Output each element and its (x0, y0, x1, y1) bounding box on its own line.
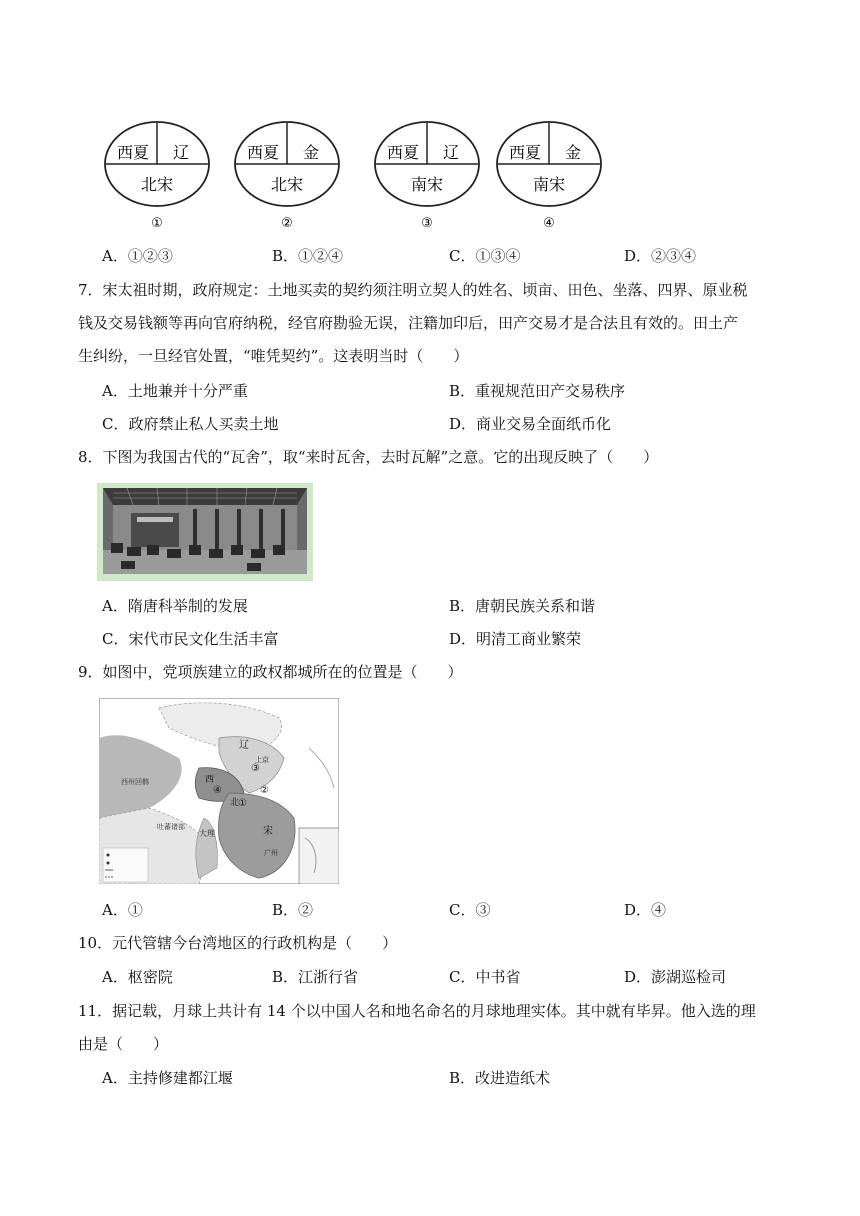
q6-d3-num: ③ (421, 216, 433, 231)
q6-d2-bottom: 北宋 (270, 175, 304, 194)
q7-option-b[interactable]: B．重视规范田产交易秩序 (449, 382, 626, 400)
q6-d4-right: 金 (564, 143, 582, 162)
q6-d1-num: ① (151, 216, 163, 231)
q11-option-b[interactable]: B．改进造纸术 (449, 1069, 551, 1087)
q9-map-label-tubo: 吐蕃诸部 (157, 823, 185, 831)
q6-d4-num: ④ (543, 216, 555, 231)
q9-map-label-liao: 辽 (239, 740, 249, 751)
q9-map-label-xizhou: 西州回鹘 (121, 778, 149, 786)
q10-question: 10．元代管辖今台湾地区的行政机构是（ ） (78, 934, 398, 952)
q6-d4-left: 西夏 (508, 143, 542, 162)
q6-diagram-3 (375, 122, 479, 231)
q9-option-c[interactable]: C．③ (449, 901, 491, 919)
q9-map-label-bei: 北 (230, 798, 240, 808)
q6-option-c[interactable]: C．①③④ (449, 247, 521, 265)
q6-d2-right: 金 (302, 143, 320, 162)
q9-map-label-xi: 西 (205, 775, 215, 785)
q8-option-b[interactable]: B．唐朝民族关系和谐 (449, 597, 596, 615)
q7-option-c[interactable]: C．政府禁止私人买卖土地 (102, 415, 279, 433)
q6-diagram-4 (497, 122, 601, 231)
q7-line-2: 钱及交易钱额等再向官府纳税，经官府勘验无误，注籍加印后，田产交易才是合法且有效的。田土产 (78, 314, 739, 332)
q8-question: 8．下图为我国古代的“瓦舍”，取“来时瓦舍，去时瓦解”之意。它的出现反映了（ ） (78, 448, 659, 466)
q6-d1-left: 西夏 (116, 143, 150, 162)
q9-map-marker-2: ② (260, 785, 269, 796)
q8-option-a[interactable]: A．隋唐科举制的发展 (102, 597, 248, 615)
q10-option-c[interactable]: C．中书省 (449, 968, 521, 986)
q7-line-3: 生纠纷，一旦经官处置，“唯凭契约”。这表明当时（ ） (78, 347, 469, 365)
q9-option-d[interactable]: D．④ (624, 901, 667, 919)
q11-option-a[interactable]: A．主持修建都江堰 (102, 1069, 233, 1087)
q6-option-a[interactable]: A．①②③ (102, 247, 173, 265)
q8-option-c[interactable]: C．宋代市民文化生活丰富 (102, 630, 279, 648)
q7-option-d[interactable]: D．商业交易全面纸币化 (449, 415, 612, 433)
q6-diagram-2 (235, 122, 339, 231)
q7-line-1: 7．宋太祖时期，政府规定：土地买卖的契约须注明立契人的姓名、顷亩、田色、坐落、四界、原业税 (78, 281, 748, 299)
q6-d3-bottom: 南宋 (410, 175, 444, 194)
q6-diagram-1 (105, 122, 209, 231)
q9-map-marker-1: ① (238, 798, 247, 809)
q9-map (99, 698, 339, 884)
q9-map-label-song: 宋 (263, 826, 273, 837)
q9-map-label-guangzhou: 广州 (264, 849, 278, 857)
q8-option-d[interactable]: D．明清工商业繁荣 (449, 630, 582, 648)
q10-option-d[interactable]: D．澎湖巡检司 (624, 968, 727, 986)
q6-d1-bottom: 北宋 (140, 175, 174, 194)
q7-option-a[interactable]: A．土地兼并十分严重 (102, 382, 248, 400)
q9-option-b[interactable]: B．② (272, 901, 314, 919)
q9-map-label-shangjing: 上京 (255, 756, 269, 764)
q9-map-marker-4: ④ (213, 785, 222, 796)
q6-diagrams (95, 118, 615, 233)
q8-washe-image (97, 483, 313, 581)
q10-option-b[interactable]: B．江浙行省 (272, 968, 359, 986)
q11-line-1: 11．据记载，月球上共计有 14 个以中国人名和地名命名的月球地理实体。其中就有毕昇。他入选的理 (78, 1002, 756, 1020)
q6-d2-num: ② (281, 216, 293, 231)
q6-d3-left: 西夏 (386, 143, 420, 162)
q6-d1-right: 辽 (172, 143, 190, 162)
q6-option-b[interactable]: B．①②④ (272, 247, 344, 265)
q11-line-2: 由是（ ） (78, 1035, 169, 1053)
q9-option-a[interactable]: A．① (102, 901, 143, 919)
q10-option-a[interactable]: A．枢密院 (102, 968, 173, 986)
q9-question: 9．如图中，党项族建立的政权都城所在的位置是（ ） (78, 663, 463, 681)
q6-d4-bottom: 南宋 (532, 175, 566, 194)
q9-map-marker-3: ③ (251, 763, 260, 774)
q6-d3-right: 辽 (442, 143, 460, 162)
q6-option-d[interactable]: D．②③④ (624, 247, 697, 265)
q9-map-label-dali: 大理 (199, 829, 215, 838)
q6-d2-left: 西夏 (246, 143, 280, 162)
